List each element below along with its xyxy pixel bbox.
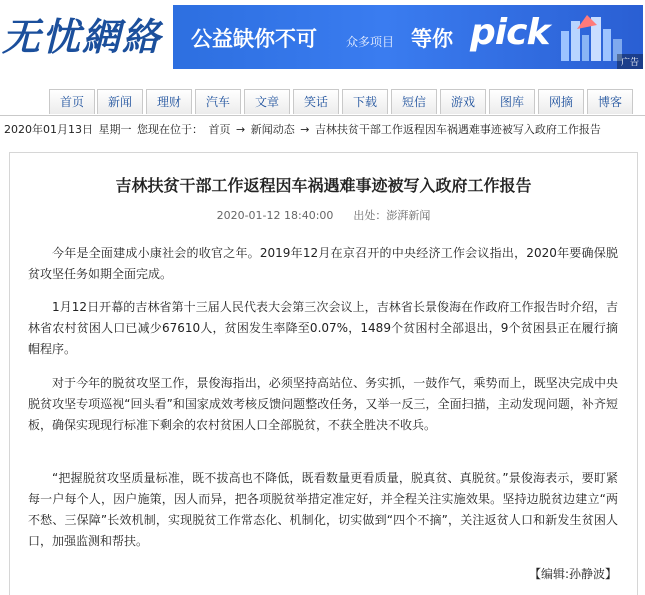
nav-tab-download[interactable]: 下载 bbox=[342, 89, 388, 114]
article-editor: 【编辑:孙静波】 bbox=[528, 567, 617, 581]
nav-tab-home[interactable]: 首页 bbox=[49, 89, 95, 114]
article-panel bbox=[9, 152, 638, 595]
breadcrumb-section-link[interactable]: 新闻动态 bbox=[250, 123, 295, 136]
article-paragraph: 今年是全面建成小康社会的收官之年。2019年12月在京召开的中央经济工作会议指出，2020年要确保脱贫攻坚任务如期全面完成。 bbox=[28, 246, 618, 281]
nav-tab-bookmarks[interactable]: 网摘 bbox=[538, 89, 584, 114]
nav-tab-articles[interactable]: 文章 bbox=[244, 89, 290, 114]
breadcrumb-arrow-icon: → bbox=[300, 123, 310, 136]
ad-banner[interactable] bbox=[173, 5, 643, 69]
article-source: 出处：澎湃新闻 bbox=[353, 209, 431, 222]
ad-badge: 广告 bbox=[617, 54, 643, 69]
nav-tab-gallery[interactable]: 图库 bbox=[489, 89, 535, 114]
breadcrumb-home-link[interactable]: 首页 bbox=[208, 123, 231, 136]
article-paragraph: 对于今年的脱贫攻坚工作，景俊海指出，必须坚持高站位、务实抓，一鼓作气，乘势而上，既坚决完成中央脱贫攻坚专项巡视“回头看”和国家成效考核反馈问题整改任务，又举一反三，全面扫描，主动发现问题，补齐短板，确保实现现行标准下剩余的农村贫困人口全部脱贫，不获全胜决不收兵。 bbox=[28, 376, 618, 432]
breadcrumb-weekday: 星期一 bbox=[98, 123, 132, 136]
breadcrumb-arrow-icon: → bbox=[236, 123, 246, 136]
main-nav bbox=[0, 89, 645, 116]
ad-headline: 公益缺你不可 bbox=[191, 27, 317, 51]
site-header bbox=[0, 0, 645, 72]
article-title: 吉林扶贫干部工作返程因车祸遇难事迹被写入政府工作报告 bbox=[115, 176, 532, 195]
breadcrumb-prefix: 您现在位于： bbox=[137, 123, 203, 136]
breadcrumb-current[interactable]: 吉林扶贫干部工作返程因车祸遇难事迹被写入政府工作报告 bbox=[314, 123, 601, 136]
ad-cta-text: 等你 bbox=[411, 27, 453, 51]
site-logo[interactable]: 无忧網絡 bbox=[2, 14, 163, 59]
breadcrumb-date: 2020年01月13日 bbox=[4, 123, 93, 136]
nav-tab-sms[interactable]: 短信 bbox=[391, 89, 437, 114]
nav-tab-blog[interactable]: 博客 bbox=[587, 89, 633, 114]
article-meta bbox=[10, 207, 637, 223]
ad-brand: pick bbox=[470, 12, 550, 53]
article-datetime: 2020-01-12 18:40:00 bbox=[216, 209, 334, 222]
nav-tab-news[interactable]: 新闻 bbox=[97, 89, 143, 114]
nav-tab-finance[interactable]: 理财 bbox=[146, 89, 192, 114]
ad-subline: 众多项目 bbox=[346, 35, 395, 49]
nav-tab-auto[interactable]: 汽车 bbox=[195, 89, 241, 114]
article-paragraph: 1月12日开幕的吉林省第十三届人民代表大会第三次会议上，吉林省长景俊海在作政府工作报告时介绍，吉林省农村贫困人口已减少67610人，贫困发生率降至0.07%，1489个贫困村全部退出，9个贫困县正在履行摘帽程序。 bbox=[28, 300, 618, 356]
nav-tab-games[interactable]: 游戏 bbox=[440, 89, 486, 114]
breadcrumb bbox=[0, 120, 645, 140]
article-paragraph: “把握脱贫攻坚质量标准，既不拔高也不降低，既看数量更看质量，脱真贫、真脱贫。”景俊海表示，要盯紧每一户每个人，因户施策，因人而异，把各项脱贫举措定准定好，并全程关注实施效果。坚持边脱贫边建立“两不愁、三保障”长效机制，实现脱贫工作常态化、机制化，切实做到“四个不摘”，关注返贫人口和新发生贫困人口，加强监测和帮扶。 bbox=[28, 471, 618, 548]
nav-tab-jokes[interactable]: 笑话 bbox=[293, 89, 339, 114]
